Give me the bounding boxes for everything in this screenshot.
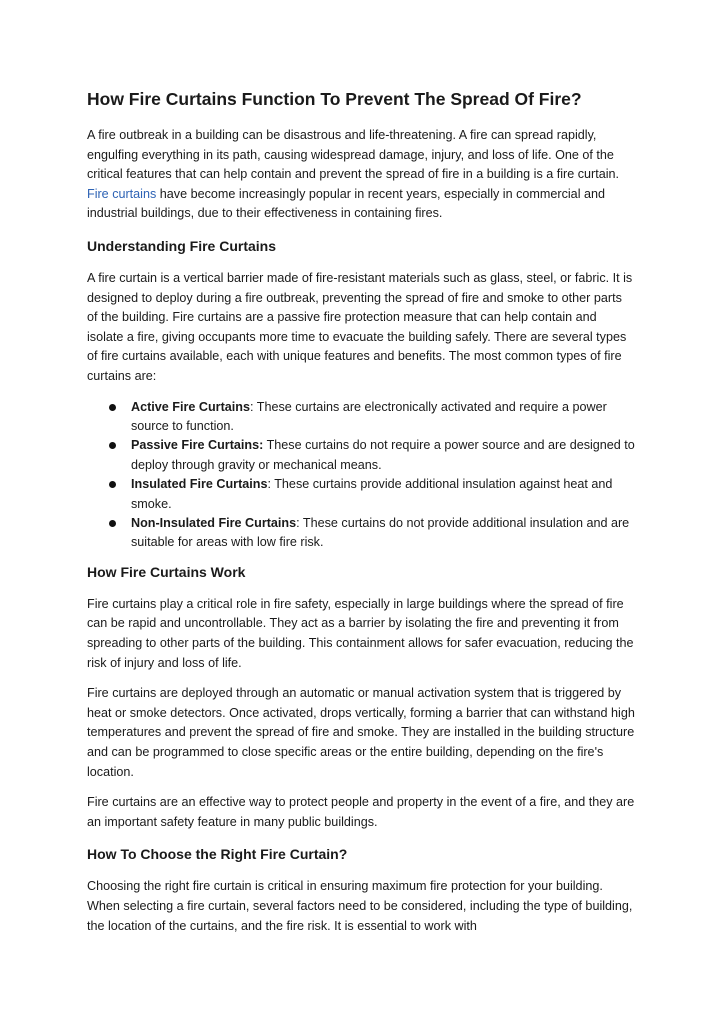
curtain-types-list — [87, 398, 635, 553]
section-heading-how-work: How Fire Curtains Work — [87, 563, 246, 580]
bullet-text: These curtains do not require a power source and are designed to deploy through gravity or mechanical means. — [131, 438, 635, 472]
understanding-paragraph: A fire curtain is a vertical barrier made of fire-resistant materials such as glass, steel, or fabric. It is designed to deploy during a fire outbreak, preventing the spread of fire and smoke to other parts of the building. Fire curtains are a passive fire protection measure that can help contain and isolate a fire, giving occupants more time to evacuate the building safely. There are several types of fire curtains available, each with unique features and benefits. The most common types of fire curtains are: — [87, 270, 633, 383]
choose-paragraph: Choosing the right fire curtain is critical in ensuring maximum fire protection for your building. When selecting a fire curtain, several factors need to be considered, including the type of building, the location of the curtains, and the fire risk. It is essential to work with — [87, 879, 633, 933]
intro-text-before: A fire outbreak in a building can be disastrous and life-threatening. A fire can spread rapidly, engulfing everything in its path, causing widespread damage, injury, and loss of life. One of the critical features that can help contain and prevent the spread of fire in a building is a fire curtain. — [87, 128, 620, 182]
how-work-paragraph-3: Fire curtains are an effective way to protect people and property in the event of a fire, and they are an important safety feature in many public buildings. — [87, 795, 635, 829]
list-item — [87, 475, 635, 514]
page-title: How Fire Curtains Function To Prevent The Spread Of Fire? — [87, 89, 582, 109]
how-work-paragraph-1: Fire curtains play a critical role in fire safety, especially in large buildings where the spread of fire can be rapid and uncontrollable. They act as a barrier by isolating the fire and preventing it from spreading to other parts of the building. This containment allows for safer evacuation, reducing the risk of injury and loss of life. — [87, 596, 634, 670]
bullet-term: Passive Fire Curtains: — [131, 438, 264, 453]
intro-text-after: have become increasingly popular in recent years, especially in commercial and industrial buildings, due to their effectiveness in containing fires. — [87, 186, 605, 221]
bullet-text: : These curtains provide additional insulation against heat and smoke. — [131, 477, 613, 511]
document-page — [87, 86, 635, 947]
list-item — [87, 436, 635, 475]
bullet-text: : These curtains do not provide additional insulation and are suitable for areas with low fire risk. — [131, 515, 630, 550]
section-heading-understanding: Understanding Fire Curtains — [87, 237, 277, 254]
bullet-icon — [109, 442, 116, 449]
bullet-term: Insulated Fire Curtains — [131, 477, 268, 492]
bullet-icon — [109, 520, 116, 527]
bullet-icon — [109, 481, 116, 488]
intro-paragraph — [87, 126, 635, 224]
fire-curtains-link[interactable]: Fire curtains — [87, 186, 157, 201]
bullet-term: Active Fire Curtains — [131, 399, 250, 414]
list-item — [87, 514, 635, 553]
bullet-text: : These curtains are electronically activated and require a power source to function. — [131, 399, 607, 433]
bullet-term: Non-Insulated Fire Curtains — [131, 515, 297, 530]
bullet-icon — [109, 404, 116, 411]
list-item — [87, 398, 635, 437]
section-heading-choose: How To Choose the Right Fire Curtain? — [87, 846, 348, 863]
how-work-paragraph-2: Fire curtains are deployed through an automatic or manual activation system that is triggered by heat or smoke detectors. Once activated, drops vertically, forming a barrier that can withstand high temperatures and prevent the spread of fire and smoke. They are installed in the building structure and can be programmed to close specific areas or the entire building, depending on the fire's location. — [87, 686, 635, 779]
